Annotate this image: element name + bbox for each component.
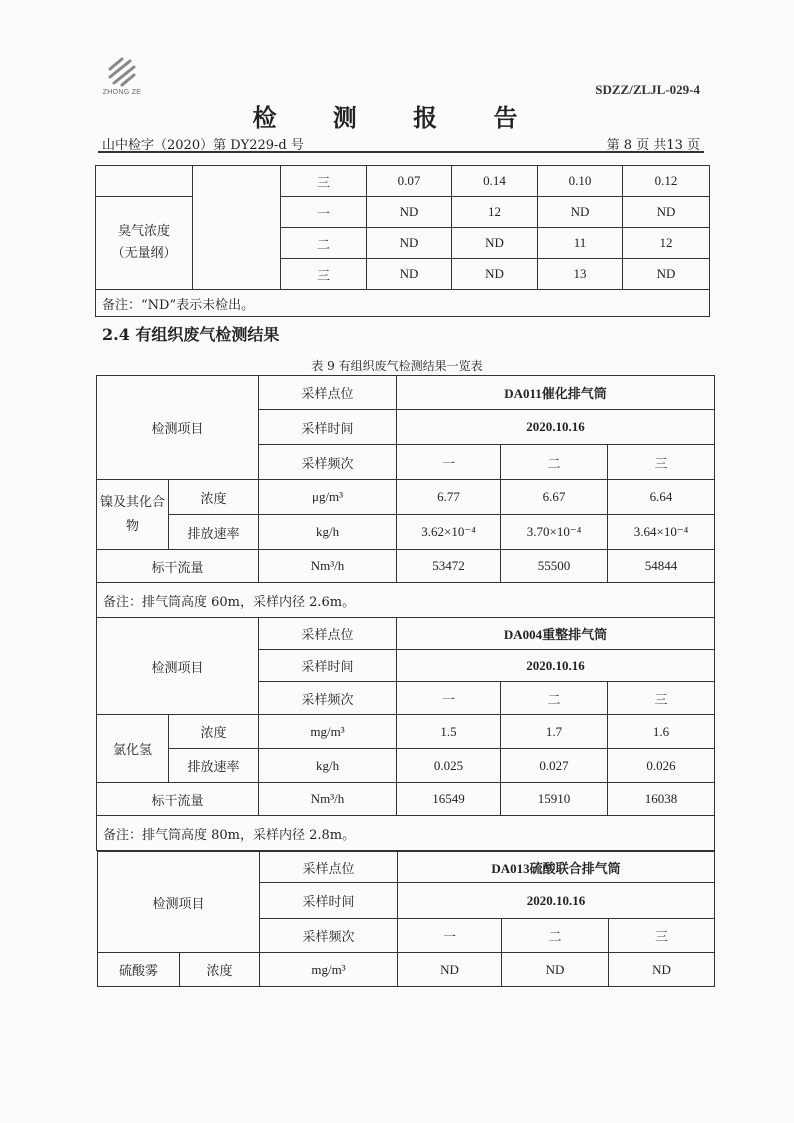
table-row	[96, 197, 710, 228]
value-cell: 1.6	[608, 715, 715, 749]
sampling-date: 2020.10.16	[397, 650, 715, 682]
results-table-da011	[96, 375, 715, 618]
value-cell: 1.7	[501, 715, 608, 749]
freq-cell: 二	[281, 228, 367, 259]
value-cell: 53472	[397, 550, 501, 583]
unit-cell: kg/h	[259, 749, 397, 783]
results-table-da013	[97, 851, 715, 987]
label-cell: 排放速率	[169, 515, 259, 550]
unit-cell: μg/m³	[259, 480, 397, 515]
freq-cell: 三	[609, 919, 715, 953]
item-name: 臭气浓度	[117, 224, 170, 239]
item-header: 检测项目	[98, 852, 260, 953]
value-cell: ND	[367, 228, 452, 259]
header-divider	[98, 151, 704, 153]
freq-cell: 三	[281, 259, 367, 290]
freq-cell: 一	[281, 197, 367, 228]
value-cell: 6.67	[501, 480, 608, 515]
value-cell: 15910	[501, 783, 608, 816]
label-cell: 浓度	[169, 480, 259, 515]
unit-cell: kg/h	[259, 515, 397, 550]
value-cell: 55500	[501, 550, 608, 583]
value-cell: 3.64×10⁻⁴	[608, 515, 715, 550]
value-cell: 0.07	[367, 166, 452, 197]
value-cell: 0.026	[608, 749, 715, 783]
label-cell: 排放速率	[169, 749, 259, 783]
sampling-date: 2020.10.16	[397, 410, 715, 445]
freq-cell: 二	[502, 919, 609, 953]
value-cell: ND	[502, 953, 609, 987]
value-cell: 0.14	[452, 166, 538, 197]
item-unit: （无量纲）	[111, 246, 177, 261]
odor-results-table	[95, 165, 710, 317]
value-cell: 0.10	[538, 166, 623, 197]
value-cell: 13	[538, 259, 623, 290]
table-note: 备注：排气筒高度 60m，采样内径 2.6m。	[97, 583, 715, 618]
label-cell: 采样点位	[259, 376, 397, 410]
sampling-point: DA011催化排气筒	[397, 376, 715, 410]
value-cell: ND	[367, 259, 452, 290]
table-note: 备注：排气筒高度 80m，采样内径 2.8m。	[97, 816, 715, 851]
label-cell: 标干流量	[97, 550, 259, 583]
pollutant-cell: 硫酸雾	[98, 953, 180, 987]
table-row	[96, 290, 710, 317]
label-cell: 采样频次	[260, 919, 398, 953]
value-cell: ND	[398, 953, 502, 987]
label-cell: 采样点位	[260, 852, 398, 883]
unit-cell: mg/m³	[259, 715, 397, 749]
value-cell: 0.027	[501, 749, 608, 783]
unit-cell: Nm³/h	[259, 783, 397, 816]
value-cell: ND	[367, 197, 452, 228]
page-number: 第 8 页 共13 页	[606, 138, 700, 153]
table-note: 备注：“ND”表示未检出。	[96, 290, 710, 317]
value-cell: 6.64	[608, 480, 715, 515]
label-cell: 采样频次	[259, 445, 397, 480]
value-cell: 54844	[608, 550, 715, 583]
value-cell: ND	[452, 259, 538, 290]
freq-cell: 二	[501, 682, 608, 715]
value-cell: 16549	[397, 783, 501, 816]
value-cell: ND	[538, 197, 623, 228]
logo-text: ZHONG ZE	[102, 89, 142, 96]
sampling-date: 2020.10.16	[398, 883, 715, 919]
freq-cell: 一	[397, 682, 501, 715]
label-cell: 采样频次	[259, 682, 397, 715]
item-header: 检测项目	[97, 376, 259, 480]
value-cell: ND	[609, 953, 715, 987]
freq-cell: 三	[281, 166, 367, 197]
value-cell: 16038	[608, 783, 715, 816]
value-cell: 12	[623, 228, 710, 259]
results-table-da004	[96, 617, 715, 851]
value-cell: ND	[623, 197, 710, 228]
freq-cell: 二	[501, 445, 608, 480]
pollutant-cell: 镍及其化合物	[97, 480, 169, 550]
sampling-point: DA013硫酸联合排气筒	[398, 852, 715, 883]
page-title: 检 测 报 告	[252, 103, 542, 132]
freq-cell: 三	[608, 682, 715, 715]
value-cell: 3.70×10⁻⁴	[501, 515, 608, 550]
unit-cell: Nm³/h	[259, 550, 397, 583]
value-cell: 12	[452, 197, 538, 228]
label-cell: 采样时间	[260, 883, 398, 919]
freq-cell: 一	[398, 919, 502, 953]
freq-cell: 一	[397, 445, 501, 480]
value-cell: 3.62×10⁻⁴	[397, 515, 501, 550]
item-cell	[96, 197, 193, 290]
item-header: 检测项目	[97, 618, 259, 715]
pollutant-cell: 氯化氢	[97, 715, 169, 783]
label-cell: 标干流量	[97, 783, 259, 816]
label-cell: 浓度	[169, 715, 259, 749]
label-cell: 采样点位	[259, 618, 397, 650]
sampling-point: DA004重整排气筒	[397, 618, 715, 650]
report-number: 山中检字（2020）第 DY229-d 号	[102, 138, 304, 153]
value-cell: 11	[538, 228, 623, 259]
table-row	[96, 166, 710, 197]
freq-cell: 三	[608, 445, 715, 480]
document-code: SDZZ/ZLJL-029-4	[595, 82, 700, 97]
table-caption: 表 9 有组织废气检测结果一览表	[311, 359, 483, 373]
value-cell: 0.025	[397, 749, 501, 783]
label-cell: 采样时间	[259, 410, 397, 445]
value-cell: ND	[623, 259, 710, 290]
value-cell: 6.77	[397, 480, 501, 515]
value-cell: ND	[452, 228, 538, 259]
value-cell: 0.12	[623, 166, 710, 197]
value-cell: 1.5	[397, 715, 501, 749]
label-cell: 采样时间	[259, 650, 397, 682]
label-cell: 浓度	[180, 953, 260, 987]
section-heading: 2.4 有组织废气检测结果	[102, 325, 280, 344]
unit-cell: mg/m³	[260, 953, 398, 987]
